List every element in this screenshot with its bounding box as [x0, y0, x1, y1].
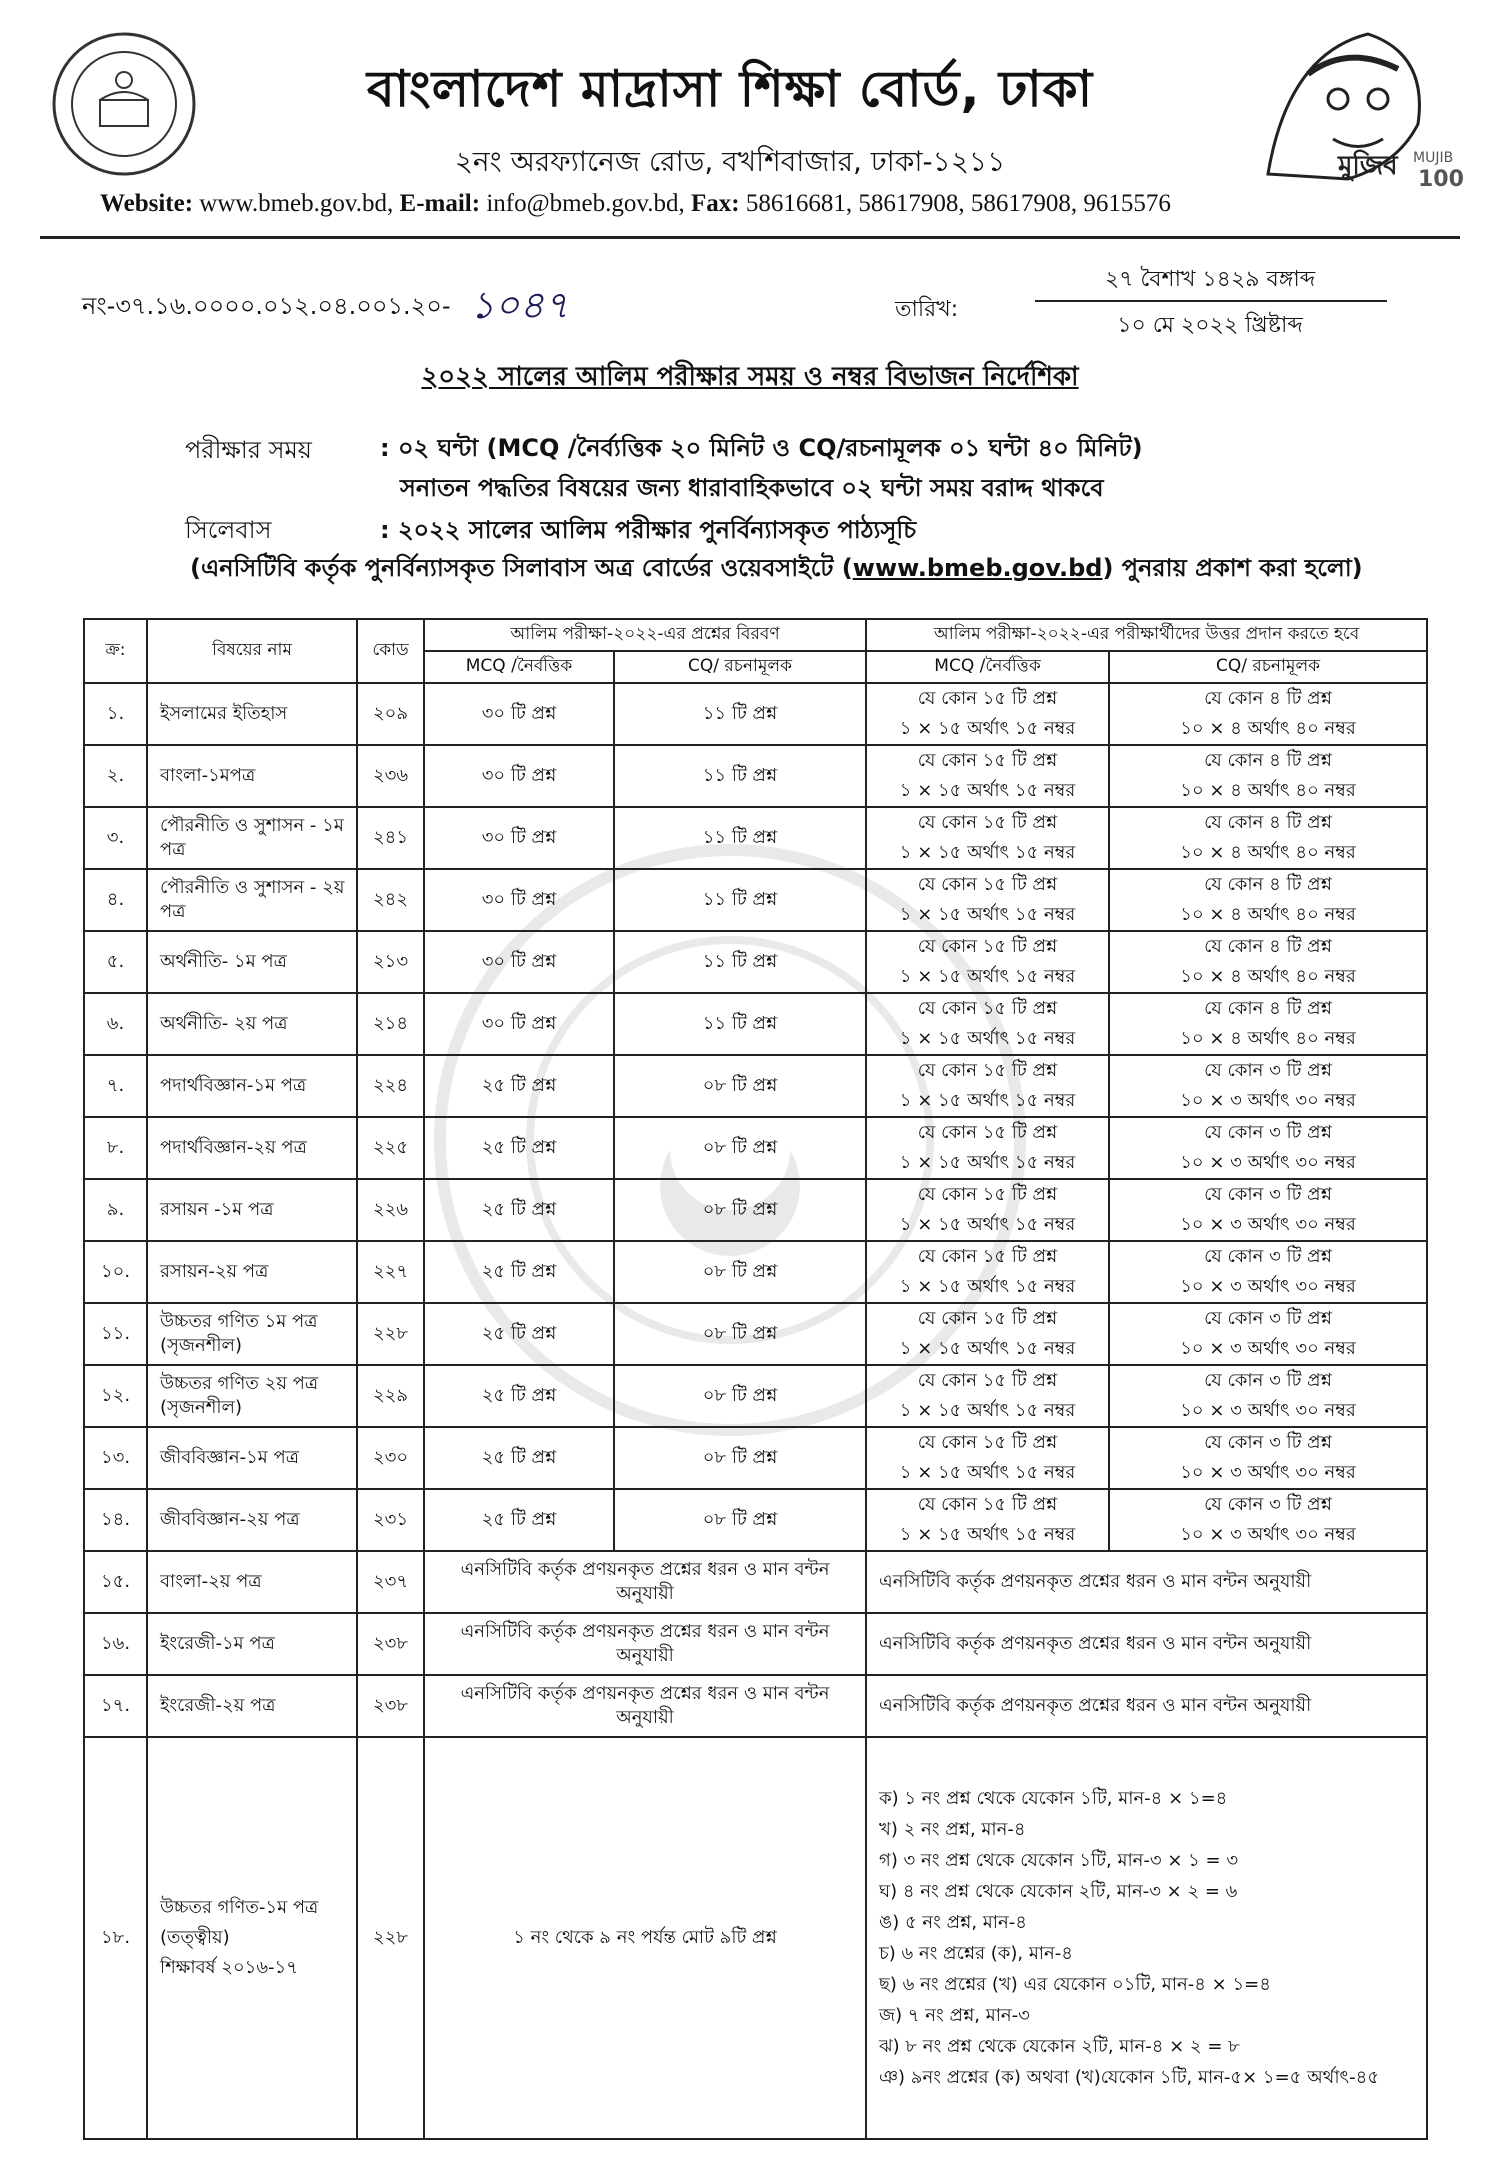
exam-time-value: : ০২ ঘন্টা (MCQ /নৈর্ব্যত্তিক ২০ মিনিট ও CQ/রচনামূলক ০১ ঘন্টা ৪০ মিনিট): [380, 434, 1143, 462]
cell-question-nctb: এনসিটিবি কর্তৃক প্রণয়নকৃত প্রশ্নের ধরন ও মান বন্টন অনুযায়ী: [424, 1551, 866, 1613]
cell-cq-answer: [1109, 745, 1427, 807]
cell-cq: ০৮ টি প্রশ্ন: [614, 1179, 866, 1241]
cell-subject: পৌরনীতি ও সুশাসন - ২য় পত্র: [147, 869, 357, 931]
mcq-answer-line2: ১ × ১৫ অর্থাৎ ১৫ নম্বর: [899, 1524, 1076, 1545]
cq-answer-line2: ১০ × ৩ অর্থাৎ ৩০ নম্বর: [1180, 1090, 1356, 1111]
cell-mcq: ২৫ টি প্রশ্ন: [424, 1055, 614, 1117]
table-row: [84, 1427, 1427, 1489]
table-row: [84, 1055, 1427, 1117]
mcq-answer-line2: ১ × ১৫ অর্থাৎ ১৫ নম্বর: [899, 966, 1076, 987]
cell-serial: ১৮.: [84, 1737, 147, 2139]
header-cq: CQ/ রচনামূলক: [614, 651, 866, 683]
cell-cq: ০৮ টি প্রশ্ন: [614, 1303, 866, 1365]
cell-cq-answer: [1109, 1117, 1427, 1179]
cell-mcq-answer: [866, 1055, 1109, 1117]
cell-cq-answer: [1109, 683, 1427, 745]
cq-answer-line2: ১০ × ৪ অর্থাৎ ৪০ নম্বর: [1180, 1028, 1356, 1049]
table-row-nctb: [84, 1551, 1427, 1613]
cq-answer-line2: ১০ × ৪ অর্থাৎ ৪০ নম্বর: [1180, 966, 1356, 987]
cell-serial: ৯.: [84, 1179, 147, 1241]
cell-subject: উচ্চতর গণিত ২য় পত্র (সৃজনশীল): [147, 1365, 357, 1427]
cell-subject: অর্থনীতি- ১ম পত্র: [147, 931, 357, 993]
cq-answer-line2: ১০ × ৩ অর্থাৎ ৩০ নম্বর: [1180, 1524, 1356, 1545]
cell-mcq-answer: [866, 745, 1109, 807]
cell-serial: ১০.: [84, 1241, 147, 1303]
cell-cq: ০৮ টি প্রশ্ন: [614, 1365, 866, 1427]
board-address: ২নং অরফ্যানেজ রোড, বখশিবাজার, ঢাকা-১২১১: [454, 145, 1006, 178]
table-row: [84, 1303, 1427, 1365]
syllabus-label: সিলেবাস: [185, 516, 272, 544]
mcq-answer-line1: যে কোন ১৫ টি প্রশ্ন: [917, 1308, 1058, 1329]
cell-subject: পৌরনীতি ও সুশাসন - ১ম পত্র: [147, 807, 357, 869]
cell-answer-nctb: এনসিটিবি কর্তৃক প্রণয়নকৃত প্রশ্নের ধরন ও মান বন্টন অনুযায়ী: [866, 1675, 1427, 1737]
cell-serial: ৫.: [84, 931, 147, 993]
subject-line1: উচ্চতর গণিত-১ম পত্র: [160, 1897, 319, 1918]
cell-cq: ১১ টি প্রশ্ন: [614, 683, 866, 745]
website-label: Website:: [100, 190, 194, 217]
mcq-answer-line2: ১ × ১৫ অর্থাৎ ১৫ নম্বর: [899, 1028, 1076, 1049]
answer-item: ঘ) ৪ নং প্রশ্ন থেকে যেকোন ২টি, মান-৩ × ২ = ৬: [879, 1881, 1238, 1902]
cell-code: ২৩৮: [357, 1613, 424, 1675]
cell-mcq-answer: [866, 1179, 1109, 1241]
memo-number-handwritten: ১০৪৭: [470, 283, 569, 327]
header-serial: ক্র:: [84, 619, 147, 683]
cell-code: ২২৬: [357, 1179, 424, 1241]
cell-cq-answer: [1109, 1365, 1427, 1427]
cell-mcq: ৩০ টি প্রশ্ন: [424, 869, 614, 931]
board-logo-seal: [50, 30, 198, 178]
header-divider: [40, 236, 1460, 239]
mcq-answer-line2: ১ × ১৫ অর্থাৎ ১৫ নম্বর: [899, 1400, 1076, 1421]
header-cq-answer: CQ/ রচনামূলক: [1109, 651, 1427, 683]
mcq-answer-line1: যে কোন ১৫ টি প্রশ্ন: [917, 750, 1058, 771]
cell-mcq: ২৫ টি প্রশ্ন: [424, 1365, 614, 1427]
cq-answer-line1: যে কোন ৪ টি প্রশ্ন: [1204, 936, 1332, 957]
header-mcq-answer: MCQ /নৈর্বত্তিক: [866, 651, 1109, 683]
subject-line2: (তত্ত্বীয়): [160, 1927, 230, 1948]
cell-subject: ইংরেজী-১ম পত্র: [147, 1613, 357, 1675]
svg-text:MUJIB: MUJIB: [1413, 150, 1454, 166]
cell-mcq-answer: [866, 1117, 1109, 1179]
cell-code: ২৩০: [357, 1427, 424, 1489]
svg-text:100: 100: [1418, 167, 1464, 192]
marks-distribution-table: [83, 618, 1428, 2140]
cell-serial: ১১.: [84, 1303, 147, 1365]
cell-code: ২২৫: [357, 1117, 424, 1179]
cq-answer-line2: ১০ × ৪ অর্থাৎ ৪০ নম্বর: [1180, 904, 1356, 925]
cell-serial: ১৫.: [84, 1551, 147, 1613]
cell-subject: পদার্থবিজ্ঞান-১ম পত্র: [147, 1055, 357, 1117]
cell-subject: ইসলামের ইতিহাস: [147, 683, 357, 745]
cell-subject: জীববিজ্ঞান-২য় পত্র: [147, 1489, 357, 1551]
cell-cq: ০৮ টি প্রশ্ন: [614, 1489, 866, 1551]
cq-answer-line2: ১০ × ৩ অর্থাৎ ৩০ নম্বর: [1180, 1462, 1356, 1483]
cell-cq: ১১ টি প্রশ্ন: [614, 807, 866, 869]
cell-mcq-answer: [866, 683, 1109, 745]
date-divider: [1035, 300, 1387, 302]
cell-serial: ৬.: [84, 993, 147, 1055]
cell-mcq: ২৫ টি প্রশ্ন: [424, 1179, 614, 1241]
answer-item: ছ) ৬ নং প্রশ্নের (খ) এর যেকোন ০১টি, মান-৪ × ১=৪: [879, 1974, 1271, 1995]
mcq-answer-line2: ১ × ১৫ অর্থাৎ ১৫ নম্বর: [899, 1276, 1076, 1297]
cell-mcq: ৩০ টি প্রশ্ন: [424, 745, 614, 807]
cell-cq: ০৮ টি প্রশ্ন: [614, 1241, 866, 1303]
cell-cq: ১১ টি প্রশ্ন: [614, 869, 866, 931]
cell-code: ২৩৬: [357, 745, 424, 807]
cell-code: ২০৯: [357, 683, 424, 745]
mcq-answer-line2: ১ × ১৫ অর্থাৎ ১৫ নম্বর: [899, 718, 1076, 739]
document-title-text: ২০২২ সালের আলিম পরীক্ষার সময় ও নম্বর বিভাজন নির্দেশিকা: [421, 362, 1079, 392]
cell-serial: ১.: [84, 683, 147, 745]
cell-subject: পদার্থবিজ্ঞান-২য় পত্র: [147, 1117, 357, 1179]
cell-serial: ১২.: [84, 1365, 147, 1427]
header-mcq: MCQ /নৈর্বত্তিক: [424, 651, 614, 683]
cell-mcq-answer: [866, 1427, 1109, 1489]
cell-mcq-answer: [866, 993, 1109, 1055]
table-row: [84, 869, 1427, 931]
cell-code: ২৪১: [357, 807, 424, 869]
date-english: ১০ মে ২০২২ খ্রিষ্টাব্দ: [1117, 313, 1303, 338]
cell-serial: ৭.: [84, 1055, 147, 1117]
mcq-answer-line2: ১ × ১৫ অর্থাৎ ১৫ নম্বর: [899, 1090, 1076, 1111]
cell-mcq-answer: [866, 807, 1109, 869]
mcq-answer-line1: যে কোন ১৫ টি প্রশ্ন: [917, 1122, 1058, 1143]
document-title: [200, 356, 1300, 400]
cell-mcq: ২৫ টি প্রশ্ন: [424, 1427, 614, 1489]
cell-subject: রসায়ন -১ম পত্র: [147, 1179, 357, 1241]
cell-mcq-answer: [866, 931, 1109, 993]
table-row: [84, 745, 1427, 807]
fax-numbers: 58616681, 58617908, 58617908, 9615576: [745, 190, 1171, 217]
table-row: [84, 1489, 1427, 1551]
cell-mcq: ২৫ টি প্রশ্ন: [424, 1117, 614, 1179]
cell-serial: ১৪.: [84, 1489, 147, 1551]
answer-item: জ) ৭ নং প্রশ্ন, মান-৩: [879, 2005, 1030, 2026]
answer-item: খ) ২ নং প্রশ্ন, মান-৪: [879, 1819, 1026, 1840]
mcq-answer-line1: যে কোন ১৫ টি প্রশ্ন: [917, 1494, 1058, 1515]
table-row-nctb: [84, 1675, 1427, 1737]
cq-answer-line1: যে কোন ৩ টি প্রশ্ন: [1204, 1308, 1332, 1329]
cell-cq-answer: [1109, 807, 1427, 869]
cell-code: ২১৩: [357, 931, 424, 993]
svg-text:মুজিব: মুজিব: [1338, 151, 1398, 181]
table-row: [84, 931, 1427, 993]
date-bangla: ২৭ বৈশাখ ১৪২৯ বঙ্গাব্দ: [1104, 267, 1316, 292]
table-row: [84, 1241, 1427, 1303]
contact-line: [100, 190, 1400, 218]
cell-subject: জীববিজ্ঞান-১ম পত্র: [147, 1427, 357, 1489]
cq-answer-line1: যে কোন ৪ টি প্রশ্ন: [1204, 750, 1332, 771]
syllabus-note-text: (এনসিটিবি কর্তৃক পুনর্বিন্যাসকৃত সিলাবাস অত্র বোর্ডের ওয়েবসাইটে (: [190, 554, 853, 582]
header-question-group: আলিম পরীক্ষা-২০২২-এর প্রশ্নের বিরবণ: [424, 619, 866, 651]
board-name: বাংলাদেশ মাদ্রাসা শিক্ষা বোর্ড, ঢাকা: [366, 60, 1094, 118]
syllabus-note-tail: ) পুনরায় প্রকাশ করা হলো): [1102, 554, 1363, 582]
mcq-answer-line1: যে কোন ১৫ টি প্রশ্ন: [917, 1184, 1058, 1205]
cq-answer-line2: ১০ × ৩ অর্থাৎ ৩০ নম্বর: [1180, 1276, 1356, 1297]
cell-cq-answer: [1109, 1179, 1427, 1241]
table-row: [84, 683, 1427, 745]
table-row: [84, 807, 1427, 869]
cell-mcq: ৩০ টি প্রশ্ন: [424, 807, 614, 869]
cell-mcq: ৩০ টি প্রশ্ন: [424, 683, 614, 745]
cq-answer-line2: ১০ × ৪ অর্থাৎ ৪০ নম্বর: [1180, 842, 1356, 863]
fax-label: Fax:: [691, 190, 740, 217]
cell-code: ২৩৮: [357, 1675, 424, 1737]
cell-cq-answer: [1109, 1489, 1427, 1551]
cq-answer-line2: ১০ × ৩ অর্থাৎ ৩০ নম্বর: [1180, 1400, 1356, 1421]
date-label: তারিখ:: [895, 297, 959, 322]
exam-time-label: পরীক্ষার সময়: [185, 436, 312, 464]
cq-answer-line1: যে কোন ৩ টি প্রশ্ন: [1204, 1122, 1332, 1143]
cell-serial: ২.: [84, 745, 147, 807]
subject-line3: শিক্ষাবর্ষ ২০১৬-১৭: [160, 1957, 298, 1978]
cell-cq: ১১ টি প্রশ্ন: [614, 745, 866, 807]
header-answer-group: আলিম পরীক্ষা-২০২২-এর পরীক্ষার্থীদের উত্তর প্রদান করতে হবে: [866, 619, 1427, 651]
mcq-answer-line2: ১ × ১৫ অর্থাৎ ১৫ নম্বর: [899, 780, 1076, 801]
cell-subject: ইংরেজী-২য় পত্র: [147, 1675, 357, 1737]
cell-serial: ১৭.: [84, 1675, 147, 1737]
cell-mcq: ২৫ টি প্রশ্ন: [424, 1241, 614, 1303]
cell-code: ২২৮: [357, 1737, 424, 2139]
answer-item: গ) ৩ নং প্রশ্ন থেকে যেকোন ১টি, মান-৩ × ১ = ৩: [879, 1850, 1239, 1871]
cq-answer-line1: যে কোন ৩ টি প্রশ্ন: [1204, 1184, 1332, 1205]
cell-cq: ০৮ টি প্রশ্ন: [614, 1117, 866, 1179]
mcq-answer-line2: ১ × ১৫ অর্থাৎ ১৫ নম্বর: [899, 1338, 1076, 1359]
cq-answer-line2: ১০ × ৩ অর্থাৎ ৩০ নম্বর: [1180, 1152, 1356, 1173]
cq-answer-line1: যে কোন ৩ টি প্রশ্ন: [1204, 1060, 1332, 1081]
cq-answer-line2: ১০ × ৩ অর্থাৎ ৩০ নম্বর: [1180, 1338, 1356, 1359]
table-row: [84, 1117, 1427, 1179]
website-link[interactable]: www.bmeb.gov.bd,: [199, 190, 394, 217]
answer-item: ঞ) ৯নং প্রশ্নের (ক) অথবা (খ)যেকোন ১টি, মান-৫× ১=৫ অর্থাৎ-৪৫: [879, 2067, 1380, 2088]
cell-cq: ১১ টি প্রশ্ন: [614, 931, 866, 993]
cell-question-range: ১ নং থেকে ৯ নং পর্যন্ত মোট ৯টি প্রশ্ন: [424, 1737, 866, 2139]
cell-subject: বাংলা-১মপত্র: [147, 745, 357, 807]
cell-code: ২২৪: [357, 1055, 424, 1117]
cell-cq-answer: [1109, 1241, 1427, 1303]
cell-code: ২২৯: [357, 1365, 424, 1427]
mujib-portrait-badge: [1228, 14, 1468, 194]
mcq-answer-line1: যে কোন ১৫ টি প্রশ্ন: [917, 936, 1058, 957]
cell-answer-nctb: এনসিটিবি কর্তৃক প্রণয়নকৃত প্রশ্নের ধরন ও মান বন্টন অনুযায়ী: [866, 1551, 1427, 1613]
cell-serial: ৩.: [84, 807, 147, 869]
syllabus-value: : ২০২২ সালের আলিম পরীক্ষার পুনর্বিন্যাসকৃত পাঠ্যসূচি: [380, 516, 917, 544]
mcq-answer-line1: যে কোন ১৫ টি প্রশ্ন: [917, 1246, 1058, 1267]
cq-answer-line2: ১০ × ৪ অর্থাৎ ৪০ নম্বর: [1180, 718, 1356, 739]
table-row: [84, 1365, 1427, 1427]
mcq-answer-line1: যে কোন ১৫ টি প্রশ্ন: [917, 688, 1058, 709]
syllabus-note: [190, 550, 1363, 590]
cell-subject: [147, 1737, 357, 2139]
cell-code: ২২৮: [357, 1303, 424, 1365]
syllabus-website-link[interactable]: www.bmeb.gov.bd: [852, 554, 1103, 582]
cell-cq-answer: [1109, 1055, 1427, 1117]
cell-question-nctb: এনসিটিবি কর্তৃক প্রণয়নকৃত প্রশ্নের ধরন ও মান বন্টন অনুযায়ী: [424, 1613, 866, 1675]
cell-subject: অর্থনীতি- ২য় পত্র: [147, 993, 357, 1055]
cq-answer-line1: যে কোন ৩ টি প্রশ্ন: [1204, 1246, 1332, 1267]
mcq-answer-line1: যে কোন ১৫ টি প্রশ্ন: [917, 1060, 1058, 1081]
cell-code: ২৩১: [357, 1489, 424, 1551]
cell-cq-answer: [1109, 1427, 1427, 1489]
cell-mcq: ৩০ টি প্রশ্ন: [424, 931, 614, 993]
cell-cq: ১১ টি প্রশ্ন: [614, 993, 866, 1055]
mcq-answer-line1: যে কোন ১৫ টি প্রশ্ন: [917, 1370, 1058, 1391]
cell-subject: উচ্চতর গণিত ১ম পত্র (সৃজনশীল): [147, 1303, 357, 1365]
cell-subject: রসায়ন-২য় পত্র: [147, 1241, 357, 1303]
cq-answer-line2: ১০ × ৩ অর্থাৎ ৩০ নম্বর: [1180, 1214, 1356, 1235]
mcq-answer-line1: যে কোন ১৫ টি প্রশ্ন: [917, 1432, 1058, 1453]
email-label: E-mail:: [399, 190, 481, 217]
cell-cq-answer: [1109, 869, 1427, 931]
cell-answer-list: [866, 1737, 1427, 2139]
email-link[interactable]: info@bmeb.gov.bd,: [486, 190, 685, 217]
cell-serial: ৪.: [84, 869, 147, 931]
cell-code: ২৩৭: [357, 1551, 424, 1613]
cq-answer-line2: ১০ × ৪ অর্থাৎ ৪০ নম্বর: [1180, 780, 1356, 801]
mcq-answer-line1: যে কোন ১৫ টি প্রশ্ন: [917, 998, 1058, 1019]
cell-serial: ৮.: [84, 1117, 147, 1179]
cell-cq: ০৮ টি প্রশ্ন: [614, 1427, 866, 1489]
mcq-answer-line1: যে কোন ১৫ টি প্রশ্ন: [917, 874, 1058, 895]
mcq-answer-line1: যে কোন ১৫ টি প্রশ্ন: [917, 812, 1058, 833]
memo-reference: নং-৩৭.১৬.০০০০.০১২.০৪.০০১.২০-: [82, 292, 451, 320]
cq-answer-line1: যে কোন ৩ টি প্রশ্ন: [1204, 1370, 1332, 1391]
mcq-answer-line2: ১ × ১৫ অর্থাৎ ১৫ নম্বর: [899, 1152, 1076, 1173]
answer-item: ঝ) ৮ নং প্রশ্ন থেকে যেকোন ২টি, মান-৪ × ২ = ৮: [879, 2036, 1240, 2057]
cell-code: ২৪২: [357, 869, 424, 931]
cell-answer-nctb: এনসিটিবি কর্তৃক প্রণয়নকৃত প্রশ্নের ধরন ও মান বন্টন অনুযায়ী: [866, 1613, 1427, 1675]
cell-mcq-answer: [866, 869, 1109, 931]
cell-cq: ০৮ টি প্রশ্ন: [614, 1055, 866, 1117]
cell-serial: ১৩.: [84, 1427, 147, 1489]
cq-answer-line1: যে কোন ৪ টি প্রশ্ন: [1204, 874, 1332, 895]
cell-mcq-answer: [866, 1303, 1109, 1365]
cell-code: ২১৪: [357, 993, 424, 1055]
mcq-answer-line2: ১ × ১৫ অর্থাৎ ১৫ নম্বর: [899, 1214, 1076, 1235]
cq-answer-line1: যে কোন ৩ টি প্রশ্ন: [1204, 1494, 1332, 1515]
mcq-answer-line2: ১ × ১৫ অর্থাৎ ১৫ নম্বর: [899, 904, 1076, 925]
cell-subject: বাংলা-২য় পত্র: [147, 1551, 357, 1613]
cq-answer-line1: যে কোন ৪ টি প্রশ্ন: [1204, 998, 1332, 1019]
table-row-nctb: [84, 1613, 1427, 1675]
cell-question-nctb: এনসিটিবি কর্তৃক প্রণয়নকৃত প্রশ্নের ধরন ও মান বন্টন অনুযায়ী: [424, 1675, 866, 1737]
cell-cq-answer: [1109, 1303, 1427, 1365]
answer-item: চ) ৬ নং প্রশ্নের (ক), মান-৪: [879, 1943, 1073, 1964]
cell-mcq-answer: [866, 1489, 1109, 1551]
mcq-answer-line2: ১ × ১৫ অর্থাৎ ১৫ নম্বর: [899, 842, 1076, 863]
header-code: কোড: [357, 619, 424, 683]
answer-item: ক) ১ নং প্রশ্ন থেকে যেকোন ১টি, মান-৪ × ১=৪: [879, 1788, 1228, 1809]
cell-serial: ১৬.: [84, 1613, 147, 1675]
cell-mcq: ২৫ টি প্রশ্ন: [424, 1489, 614, 1551]
exam-time-note: সনাতন পদ্ধতির বিষয়ের জন্য ধারাবাহিকভাবে ০২ ঘন্টা সময় বরাদ্দ থাকবে: [400, 474, 1104, 502]
cell-cq-answer: [1109, 993, 1427, 1055]
cell-mcq: ২৫ টি প্রশ্ন: [424, 1303, 614, 1365]
header-subject: বিষয়ের নাম: [147, 619, 357, 683]
answer-item: ঙ) ৫ নং প্রশ্ন, মান-৪: [879, 1912, 1027, 1933]
cell-mcq: ৩০ টি প্রশ্ন: [424, 993, 614, 1055]
table-row: [84, 993, 1427, 1055]
cell-mcq-answer: [866, 1365, 1109, 1427]
table-row: [84, 1179, 1427, 1241]
mcq-answer-line2: ১ × ১৫ অর্থাৎ ১৫ নম্বর: [899, 1462, 1076, 1483]
cq-answer-line1: যে কোন ৩ টি প্রশ্ন: [1204, 1432, 1332, 1453]
cell-code: ২২৭: [357, 1241, 424, 1303]
cq-answer-line1: যে কোন ৪ টি প্রশ্ন: [1204, 688, 1332, 709]
cell-cq-answer: [1109, 931, 1427, 993]
cq-answer-line1: যে কোন ৪ টি প্রশ্ন: [1204, 812, 1332, 833]
table-row-last: [84, 1737, 1427, 2139]
cell-mcq-answer: [866, 1241, 1109, 1303]
